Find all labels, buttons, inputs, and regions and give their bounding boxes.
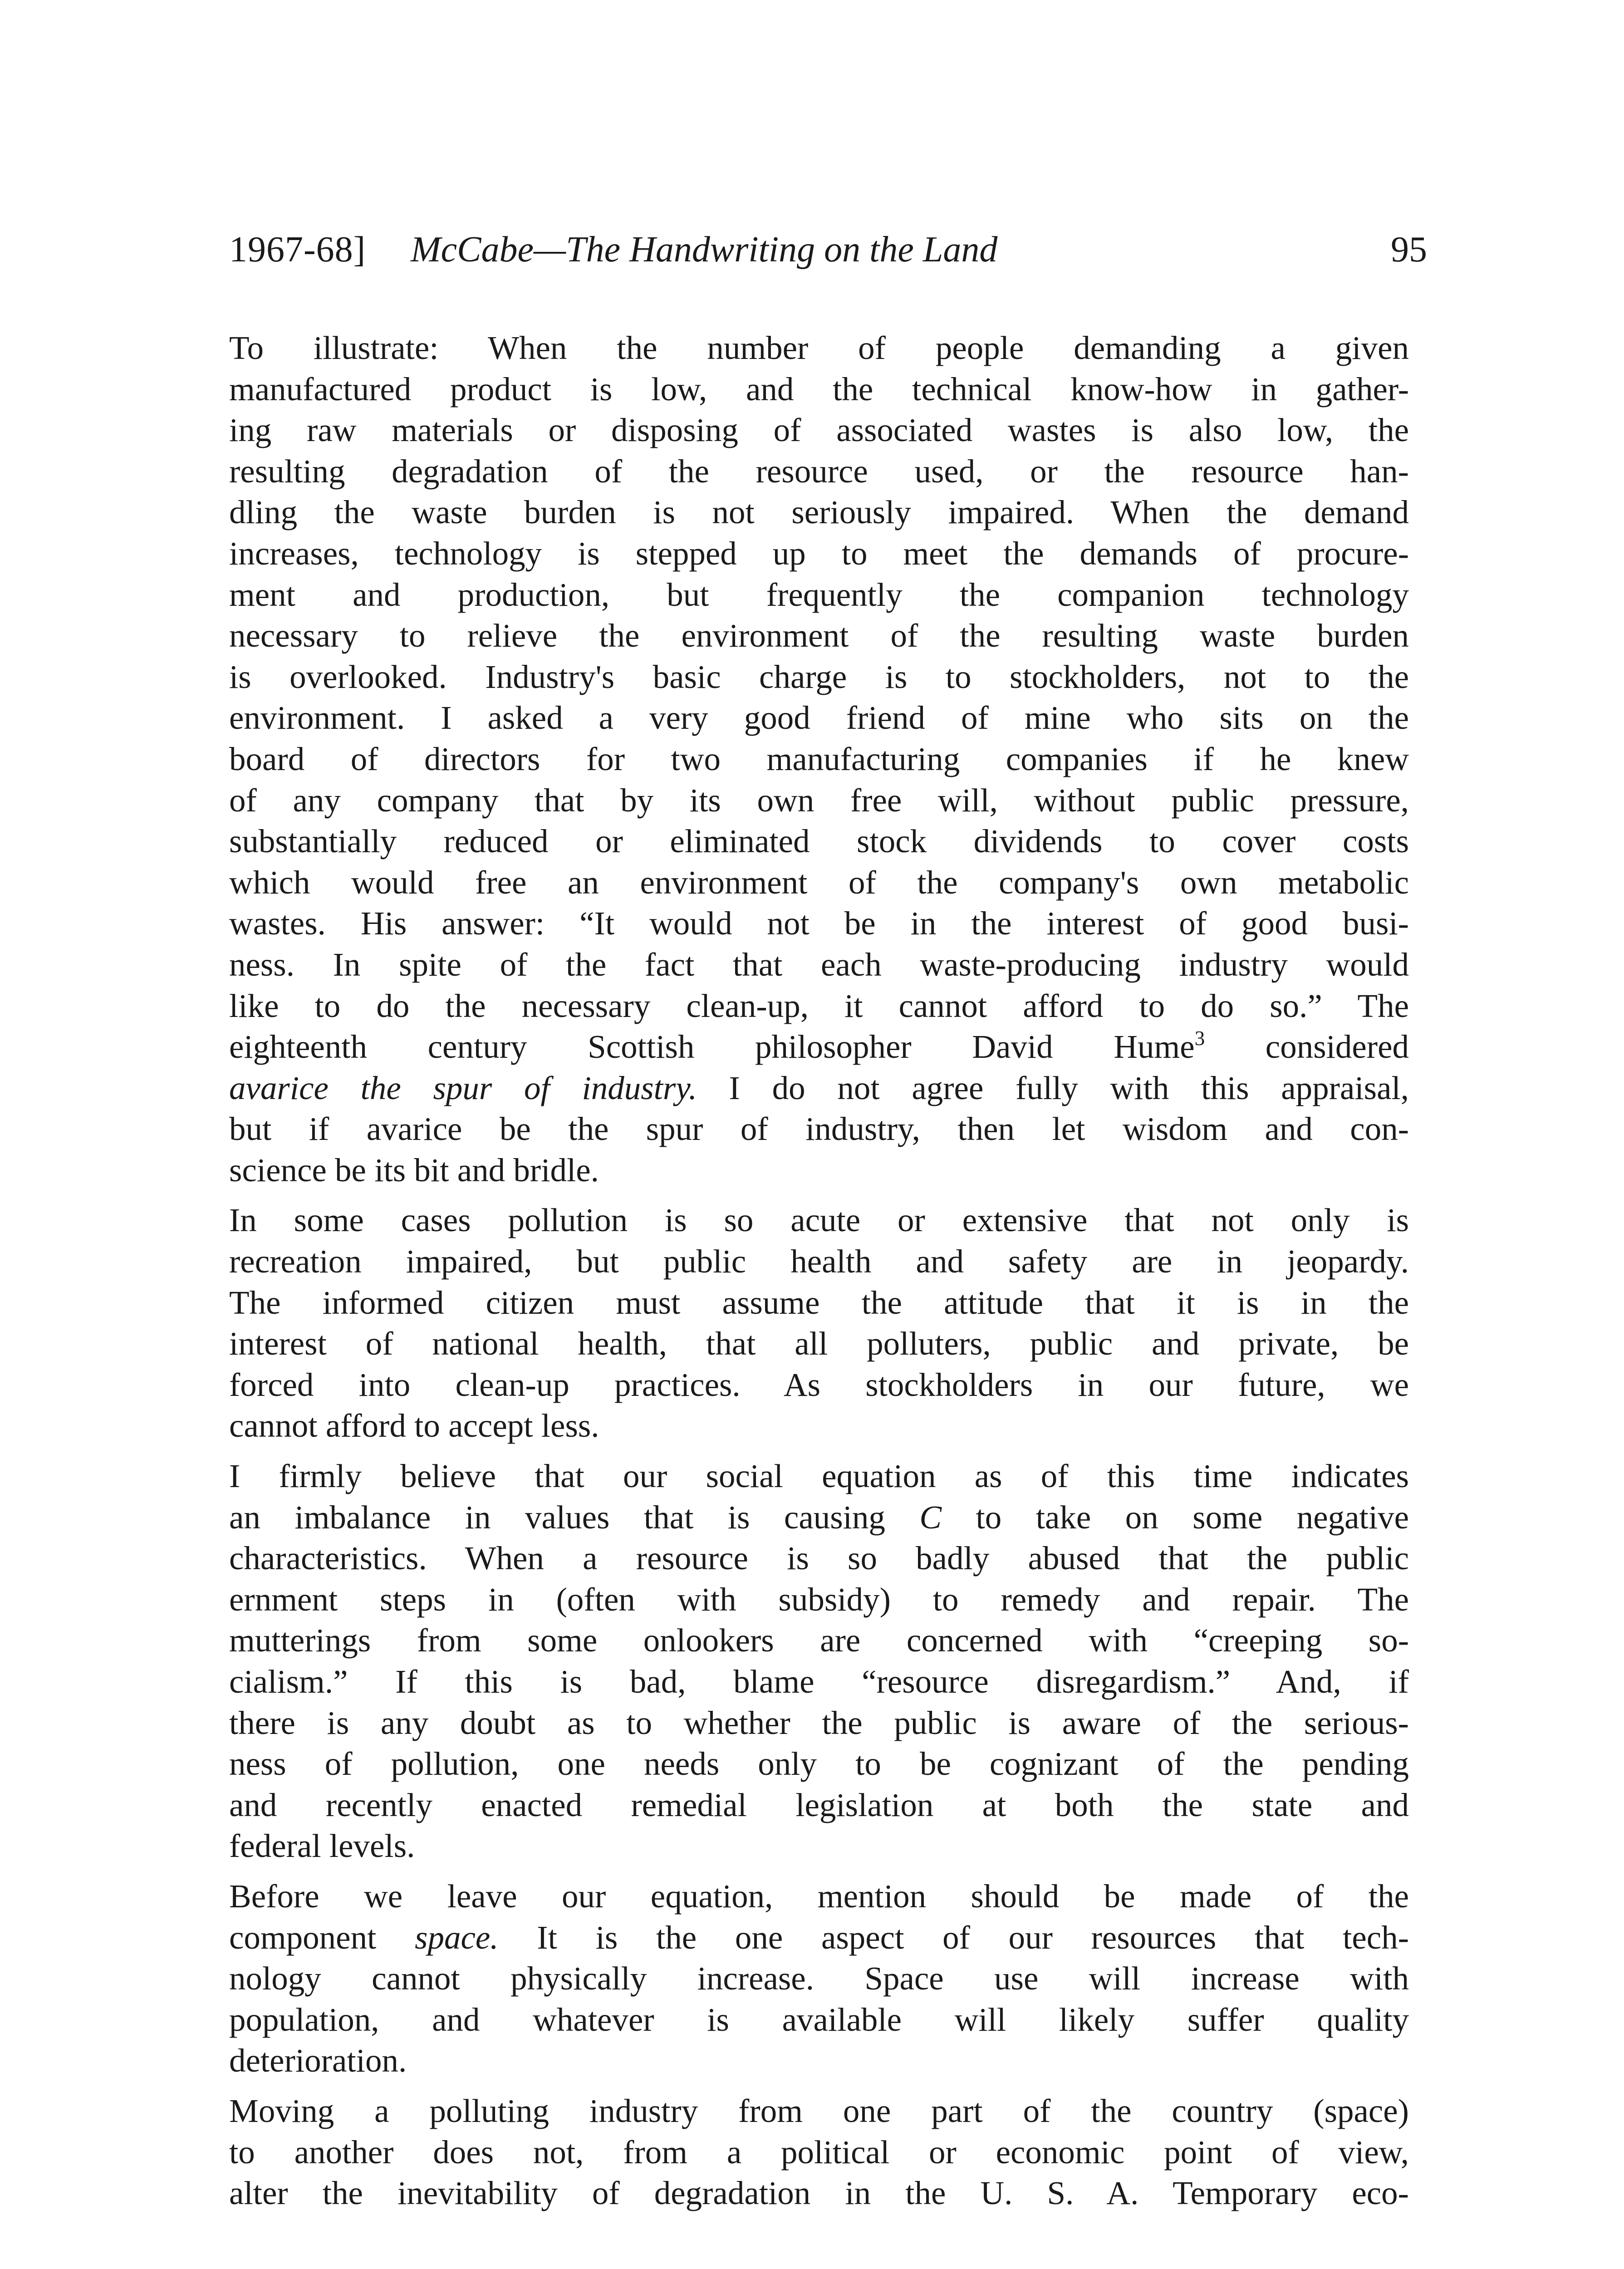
text-line: environment. I asked a very good friend of mine who sits on the	[229, 699, 1409, 737]
text-line-hume	[229, 1026, 1409, 1068]
paragraph-4	[229, 1876, 1409, 2082]
text-line: wastes. His answer: “It would not be in the interest of good busi-	[229, 905, 1409, 942]
text-line: alter the inevitability of degradation in the U. S. A. Temporary eco-	[229, 2175, 1409, 2212]
text-line: mutterings from some onlookers are concerned with “creeping so-	[229, 1622, 1409, 1659]
paragraph-5	[229, 2091, 1409, 2214]
text-fragment: component	[229, 1919, 377, 1956]
text-line: science be its bit and bridle.	[229, 1151, 599, 1189]
text-line: In some cases pollution is so acute or extensive that not only is	[229, 1202, 1409, 1239]
running-head	[229, 229, 1427, 284]
text-line: substantially reduced or eliminated stock dividends to cover costs	[229, 823, 1409, 860]
text-line: ment and production, but frequently the companion technology	[229, 576, 1409, 613]
paragraph-2	[229, 1200, 1409, 1447]
text-line: I firmly believe that our social equation as of this time indicates	[229, 1458, 1409, 1495]
text-fragment: I do not agree fully with this appraisal,	[697, 1069, 1409, 1106]
text-line: like to do the necessary clean-up, it cannot afford to do so.” The	[229, 987, 1409, 1024]
text-line: and recently enacted remedial legislation at both the state and	[229, 1786, 1409, 1823]
text-line: of any company that by its own free will, without public pressure,	[229, 781, 1409, 819]
text-fragment: considered	[1205, 1028, 1409, 1066]
paragraph-1	[229, 328, 1409, 1191]
text-line-space	[229, 1917, 1409, 1959]
text-line: ness. In spite of the fact that each waste-producing industry would	[229, 946, 1409, 983]
text-line-avarice	[229, 1068, 1409, 1109]
text-line: but if avarice be the spur of industry, then let wisdom and con-	[229, 1110, 1409, 1148]
text-line: deterioration.	[229, 2042, 407, 2079]
text-line: manufactured product is low, and the technical know-how in gather-	[229, 370, 1409, 408]
article-body	[229, 328, 1409, 2214]
volume-label: 1967-68]	[229, 230, 366, 270]
text-line: Moving a polluting industry from one part of the country (space)	[229, 2092, 1409, 2129]
text-line-c	[229, 1497, 1409, 1538]
text-line: ernment steps in (often with subsidy) to remedy and repair. The	[229, 1581, 1409, 1618]
text-line: necessary to relieve the environment of the resulting waste burden	[229, 617, 1409, 654]
text-line: to another does not, from a political or economic point of view,	[229, 2133, 1409, 2171]
text-fragment: to take on some negative	[942, 1498, 1409, 1536]
text-line: there is any doubt as to whether the public is aware of the serious-	[229, 1704, 1409, 1741]
text-fragment: eighteenth century Scottish philosopher David Hume	[229, 1028, 1195, 1066]
text-line: recreation impaired, but public health and safety are in jeopardy.	[229, 1243, 1409, 1280]
footnote-marker: 3	[1194, 1027, 1205, 1050]
text-line: forced into clean-up practices. As stockholders in our future, we	[229, 1366, 1409, 1403]
text-line: federal levels.	[229, 1827, 415, 1865]
italic-word: space.	[415, 1919, 499, 1956]
text-line: is overlooked. Industry's basic charge is to stockholders, not to the	[229, 658, 1409, 695]
text-line: increases, technology is stepped up to meet the demands of procure-	[229, 535, 1409, 572]
text-line: Before we leave our equation, mention should be made of the	[229, 1877, 1409, 1915]
text-line: nology cannot physically increase. Space use will increase with	[229, 1960, 1409, 1997]
text-line: cialism.” If this is bad, blame “resource disregardism.” And, if	[229, 1663, 1409, 1700]
italic-phrase: avarice the spur of industry.	[229, 1069, 697, 1106]
paragraph-3	[229, 1456, 1409, 1867]
text-line: resulting degradation of the resource used, or the resource han-	[229, 452, 1409, 490]
text-fragment: an imbalance in values that is causing	[229, 1498, 885, 1536]
text-fragment: It is the one aspect of our resources that tech-	[498, 1919, 1409, 1956]
text-line: interest of national health, that all polluters, public and private, be	[229, 1325, 1409, 1362]
text-line: The informed citizen must assume the attitude that it is in the	[229, 1284, 1409, 1321]
text-line: cannot afford to accept less.	[229, 1407, 599, 1444]
text-line: ing raw materials or disposing of associated wastes is also low, the	[229, 412, 1409, 449]
text-line: dling the waste burden is not seriously impaired. When the demand	[229, 494, 1409, 531]
text-line: board of directors for two manufacturing companies if he knew	[229, 740, 1409, 777]
text-line: population, and whatever is available will likely suffer quality	[229, 2001, 1409, 2038]
text-line: ness of pollution, one needs only to be cognizant of the pending	[229, 1745, 1409, 1783]
text-line: To illustrate: When the number of people demanding a given	[229, 329, 1409, 366]
italic-variable: C	[919, 1498, 942, 1536]
text-line: characteristics. When a resource is so badly abused that the public	[229, 1540, 1409, 1577]
article-title: McCabe—The Handwriting on the Land	[411, 230, 998, 270]
text-line: which would free an environment of the company's own metabolic	[229, 864, 1409, 901]
page-number: 95	[1391, 230, 1427, 270]
